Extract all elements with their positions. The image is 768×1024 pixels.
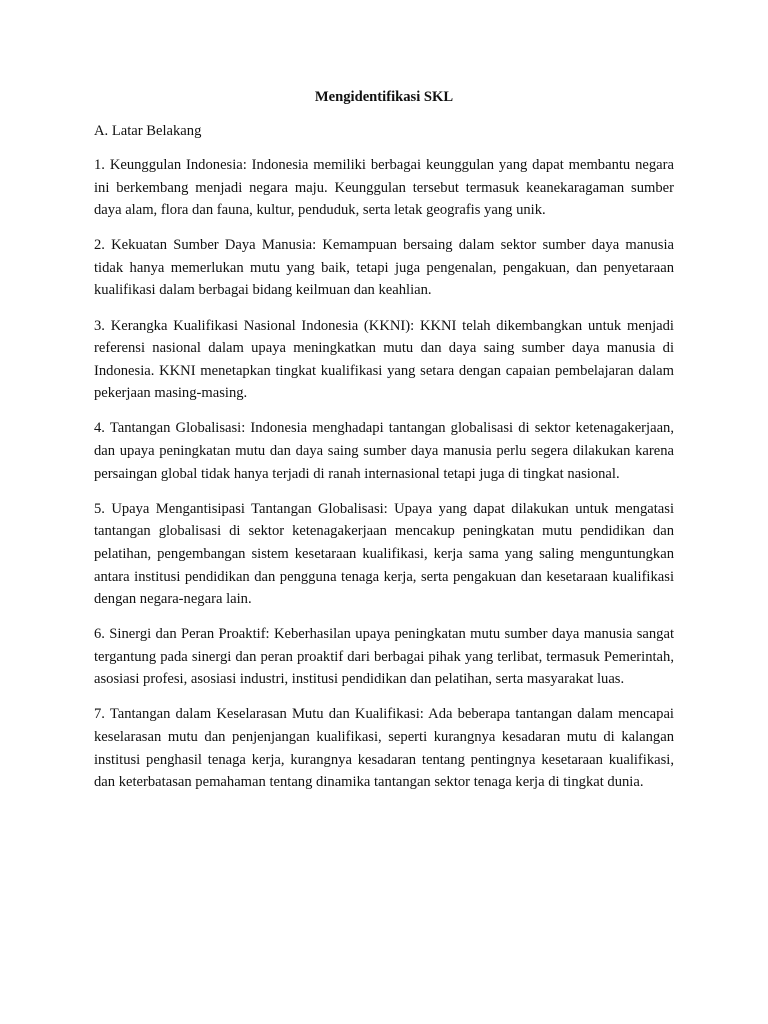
document-title: Mengidentifikasi SKL: [314, 89, 454, 105]
paragraph-4: 4. Tantangan Globalisasi: Indonesia menghadapi tantangan globalisasi di sektor ketenagakerjaan, dan upaya peningkatan mutu dan daya saing sumber daya manusia perlu segera dilakukan karena persaingan global tidak hanya terjadi di ranah internasional tetapi juga di tingkat nasional.: [94, 420, 674, 482]
document-page: [94, 86, 674, 806]
paragraph-2: 2. Kekuatan Sumber Daya Manusia: Kemampuan bersaing dalam sektor sumber daya manusia tidak hanya memerlukan mutu yang baik, tetapi juga pengenalan, pengakuan, dan penyetaraan kualifikasi dalam berbagai bidang keilmuan dan keahlian.: [94, 237, 674, 299]
paragraph-5: 5. Upaya Mengantisipasi Tantangan Globalisasi: Upaya yang dapat dilakukan untuk mengatasi tantangan globalisasi di sektor ketenagakerjaan mencakup peningkatan mutu pendidikan dan pelatihan, pengembangan sistem kesetaraan kualifikasi, kerja sama yang saling menguntungkan antara institusi pendidikan dan pengguna tenaga kerja, serta pengakuan dan kesetaraan kualifikasi dengan negara-negara lain.: [94, 500, 674, 608]
paragraph-3: 3. Kerangka Kualifikasi Nasional Indonesia (KKNI): KKNI telah dikembangkan untuk menjadi referensi nasional dalam upaya meningkatkan mutu dan daya saing sumber daya manusia di Indonesia. KKNI menetapkan tingkat kualifikasi yang setara dengan capaian pembelajaran dalam pekerjaan masing-masing.: [94, 317, 674, 402]
paragraph-7: 7. Tantangan dalam Keselarasan Mutu dan Kualifikasi: Ada beberapa tantangan dalam mencapai keselarasan mutu dan penjenjangan kualifikasi, seperti kurangnya kesadaran mutu di kalangan institusi penghasil tenaga kerja, kurangnya kesadaran tentang pentingnya kesetaraan kualifikasi, dan keterbatasan pemahaman tentang dinamika tantangan sektor tenaga kerja di tingkat dunia.: [94, 706, 674, 791]
section-heading: A. Latar Belakang: [94, 123, 202, 139]
paragraph-1: 1. Keunggulan Indonesia: Indonesia memiliki berbagai keunggulan yang dapat membantu negara ini berkembang menjadi negara maju. Keunggulan tersebut termasuk keanekaragaman sumber daya alam, flora dan fauna, kultur, penduduk, serta letak geografis yang unik.: [94, 157, 674, 219]
paragraph-6: 6. Sinergi dan Peran Proaktif: Keberhasilan upaya peningkatan mutu sumber daya manusia sangat tergantung pada sinergi dan peran proaktif dari berbagai pihak yang terlibat, termasuk Pemerintah, asosiasi profesi, asosiasi industri, institusi pendidikan dan pelatihan, serta masyarakat luas.: [94, 626, 674, 688]
